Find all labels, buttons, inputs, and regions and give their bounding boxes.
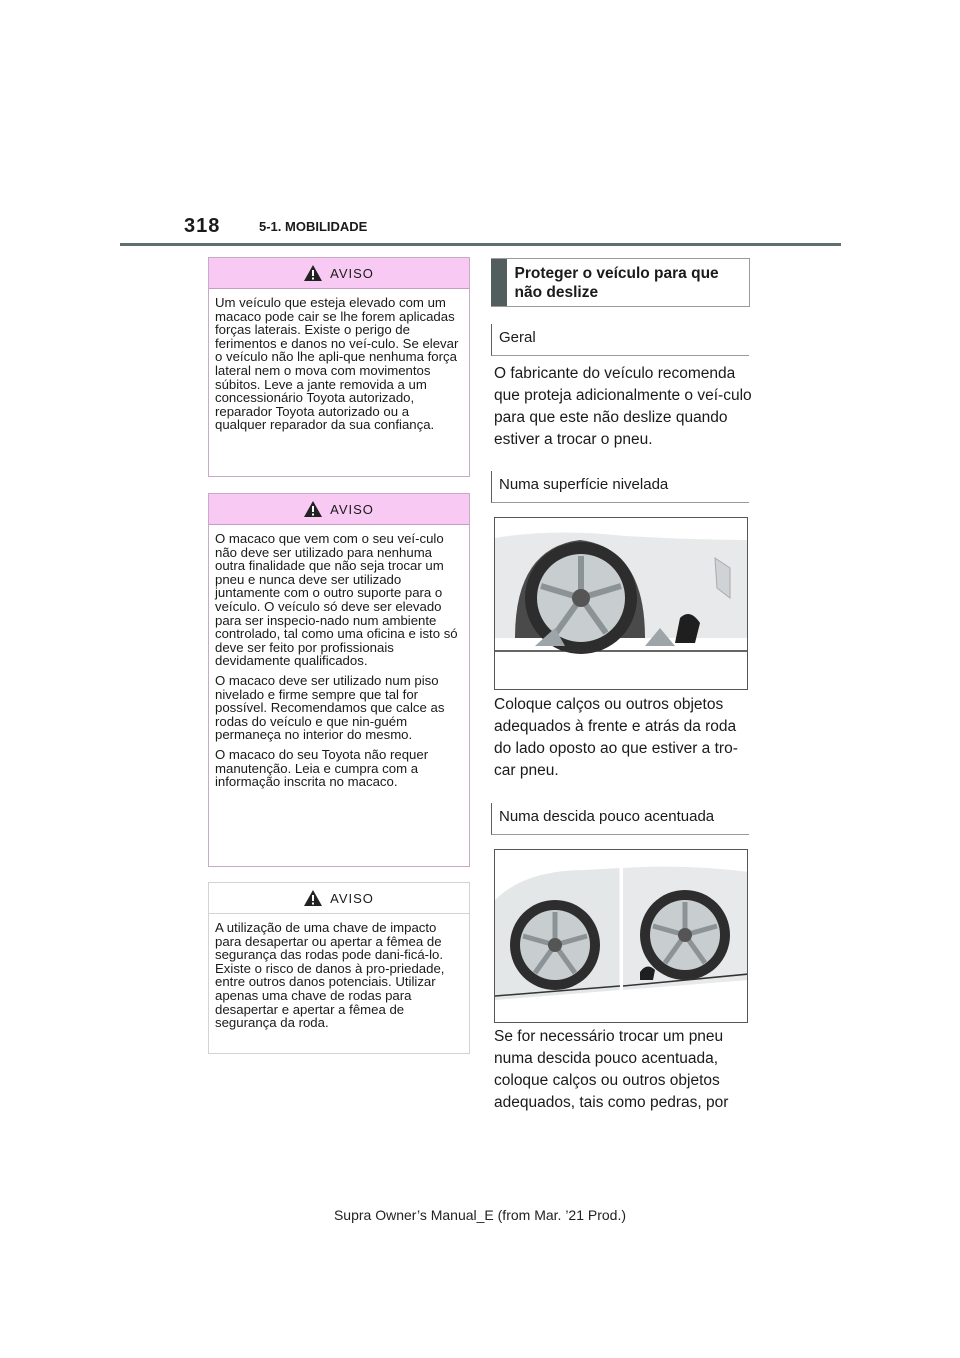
illustration-level-wheel [494,517,748,690]
header-rule [120,243,841,246]
warning-triangle-icon [304,501,322,517]
warning-header [209,883,469,914]
section-title: 5-1. MOBILIDADE [259,219,368,234]
section-heading-text: Proteger o veículo para que não deslize [514,265,719,301]
warning-box-3 [208,882,470,1054]
paragraph-general: O fabricante do veículo recomenda que proteja adicionalmente o veí-culo para que este não deslize quando estiver a trocar o pneu. [494,365,752,448]
warning-title: AVISO [330,265,374,281]
illustration-slope-wheels [494,849,748,1023]
subheading-level-surface: Numa superfície nivelada [491,471,749,503]
warning-header [209,258,469,289]
warning-title: AVISO [330,890,374,906]
warning-header [209,494,469,525]
warning-title: AVISO [330,501,374,517]
subheading-geral: Geral [491,324,749,356]
footer: Supra Owner’s Manual_E (from Mar. ’21 Prod.) [333,1207,627,1223]
warning-triangle-icon [304,890,322,906]
heading-bar [491,259,507,306]
page-number: 318 [184,215,221,237]
warning-box-1 [208,257,470,477]
paragraph-level-surface: Coloque calços ou outros objetos adequados à frente e atrás da roda do lado oposto ao que estiver a tro-car pneu. [494,696,738,779]
paragraph-slope: Se for necessário trocar um pneu numa descida pouco acentuada, coloque calços ou outros objetos adequados, tais como pedras, por [494,1028,729,1111]
warning-text: A utilização de uma chave de impacto para desapertar ou apertar a fêmea de segurança das rodas pode dani-ficá-lo. Existe o risco de danos à pro-priedade, entre outros danos potenciais. Utilizar apenas uma chave de rodas para desapertar e apertar a fêmea de segurança da roda. [215,920,445,1031]
subheading-slight-slope: Numa descida pouco acentuada [491,803,749,835]
warning-text: Um veículo que esteja elevado com um macaco pode cair se lhe forem aplicadas forças laterais. Existe o perigo de ferimentos e danos no veí-culo. Se elevar o veículo não lhe apli-que nenhuma força lateral nem o mova com movimentos súbitos. Leve a jante removida a um concessionário Toyota autorizado, reparador Toyota autorizado ou a qualquer reparador da sua confiança. [215,295,459,433]
warning-triangle-icon [304,265,322,281]
warning-text: O macaco do seu Toyota não requer manutenção. Leia e cumpra com a informação inscrita no macaco. [215,746,429,790]
warning-box-2 [208,493,470,867]
section-heading [491,258,750,307]
warning-text: O macaco deve ser utilizado num piso nivelado e firme sempre que tal for possível. Recomendamos que calce as rodas do veículo e que nin-guém permaneça no interior do mesmo. [215,672,445,743]
warning-text: O macaco que vem com o seu veí-culo não deve ser utilizado para nenhuma outra finalidade que não seja trocar um pneu e nunca deve ser utilizado juntamente com o outro suporte para o veículo. O veículo só deve ser elevado para ser inspecio-nado num ambiente controlado, tal como uma oficina e isto só deve ser feito por profissionais devidamente qualificados. [215,531,458,669]
